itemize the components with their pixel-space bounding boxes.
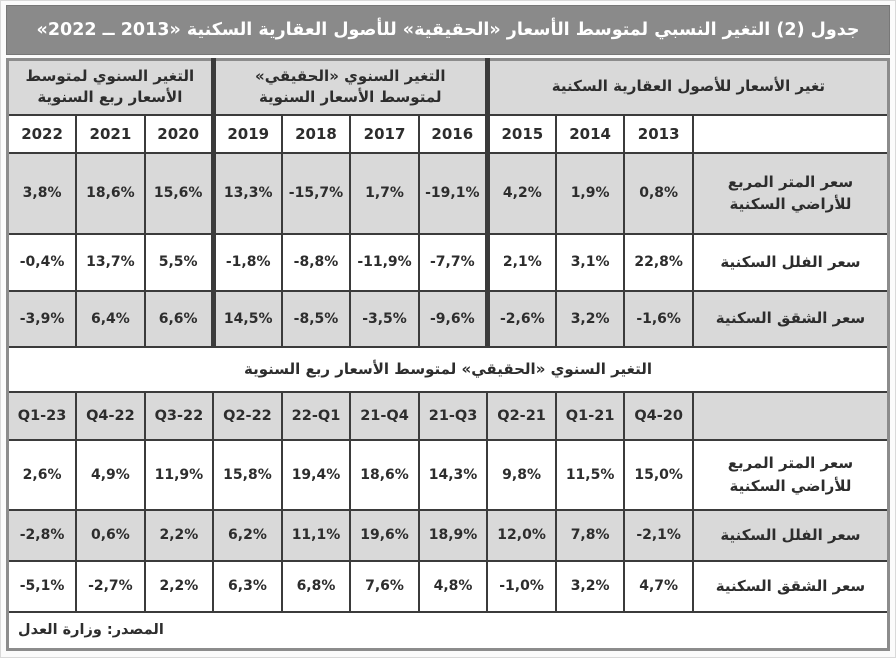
- footer-source: المصدر: وزارة العدل: [8, 612, 889, 650]
- value-cell: 4,9%: [76, 440, 145, 510]
- table-row: [8, 153, 889, 234]
- value-cell: -2,7%: [76, 561, 145, 612]
- value-cell: 6,8%: [282, 561, 351, 612]
- value-cell: 1,9%: [556, 153, 625, 234]
- value-cell: -2,8%: [8, 510, 77, 561]
- quarter-cell: Q3-22: [145, 392, 214, 440]
- year-cell: 2014: [556, 115, 625, 153]
- row-label: سعر المتر المربع للأراضي السكنية: [693, 153, 889, 234]
- quarter-cell: Q1-23: [8, 392, 77, 440]
- value-cell: 2,1%: [487, 234, 556, 291]
- group-header-quarterly-avg-change: التغير السنوي لمتوسط الأسعار ربع السنوية: [8, 60, 214, 115]
- value-cell: -7,7%: [419, 234, 488, 291]
- group-header-real-annual-change: التغير السنوي «الحقيقي» لمتوسط الأسعار السنوية: [213, 60, 487, 115]
- value-cell: -1,0%: [487, 561, 556, 612]
- table-row: [8, 510, 889, 561]
- table-row: [8, 291, 889, 347]
- value-cell: -0,4%: [8, 234, 77, 291]
- value-cell: 11,5%: [556, 440, 625, 510]
- value-cell: -8,5%: [282, 291, 351, 347]
- year-cell: 2020: [145, 115, 214, 153]
- group-header-row: [8, 60, 889, 115]
- value-cell: 4,2%: [487, 153, 556, 234]
- row-label: سعر المتر المربع للأراضي السكنية: [693, 440, 889, 510]
- value-cell: 18,6%: [350, 440, 419, 510]
- value-cell: -3,5%: [350, 291, 419, 347]
- value-cell: 18,9%: [419, 510, 488, 561]
- value-cell: 13,3%: [213, 153, 282, 234]
- value-cell: 6,2%: [213, 510, 282, 561]
- row-label: سعر الفلل السكنية: [693, 234, 889, 291]
- value-cell: 7,6%: [350, 561, 419, 612]
- row-label: سعر الشقق السكنية: [693, 291, 889, 347]
- quarter-cell: Q4-22: [76, 392, 145, 440]
- section-header: التغير السنوي «الحقيقي» لمتوسط الأسعار ربع السنوية: [8, 347, 889, 392]
- year-cell: 2018: [282, 115, 351, 153]
- value-cell: 15,6%: [145, 153, 214, 234]
- value-cell: 4,8%: [419, 561, 488, 612]
- value-cell: 14,5%: [213, 291, 282, 347]
- value-cell: -2,1%: [624, 510, 693, 561]
- value-cell: 7,8%: [556, 510, 625, 561]
- value-cell: -2,6%: [487, 291, 556, 347]
- value-cell: 15,8%: [213, 440, 282, 510]
- table-row: [8, 561, 889, 612]
- year-cell: 2015: [487, 115, 556, 153]
- value-cell: 11,1%: [282, 510, 351, 561]
- value-cell: 11,9%: [145, 440, 214, 510]
- value-cell: 19,6%: [350, 510, 419, 561]
- year-cell: 2021: [76, 115, 145, 153]
- value-cell: -3,9%: [8, 291, 77, 347]
- value-cell: 2,2%: [145, 561, 214, 612]
- quarter-cell: 22-Q1: [282, 392, 351, 440]
- value-cell: 4,7%: [624, 561, 693, 612]
- header-row-spacer: [693, 392, 889, 440]
- header-row-spacer: [693, 115, 889, 153]
- value-cell: 6,6%: [145, 291, 214, 347]
- value-cell: 22,8%: [624, 234, 693, 291]
- row-label: سعر الشقق السكنية: [693, 561, 889, 612]
- year-cell: 2019: [213, 115, 282, 153]
- value-cell: 3,2%: [556, 561, 625, 612]
- table-row: [8, 234, 889, 291]
- quarter-cell: 21-Q4: [350, 392, 419, 440]
- value-cell: 1,7%: [350, 153, 419, 234]
- real-estate-price-table: [6, 58, 890, 651]
- value-cell: 12,0%: [487, 510, 556, 561]
- section-header-row: [8, 347, 889, 392]
- value-cell: 0,8%: [624, 153, 693, 234]
- quarter-cell: 21-Q3: [419, 392, 488, 440]
- value-cell: 13,7%: [76, 234, 145, 291]
- year-cell: 2016: [419, 115, 488, 153]
- quarter-cell: Q2-21: [487, 392, 556, 440]
- value-cell: -15,7%: [282, 153, 351, 234]
- footer-row: [8, 612, 889, 650]
- quarter-cell: Q2-22: [213, 392, 282, 440]
- value-cell: 3,1%: [556, 234, 625, 291]
- year-cell: 2013: [624, 115, 693, 153]
- value-cell: -11,9%: [350, 234, 419, 291]
- value-cell: 6,4%: [76, 291, 145, 347]
- year-cell: 2017: [350, 115, 419, 153]
- row-label: سعر الفلل السكنية: [693, 510, 889, 561]
- value-cell: -9,6%: [419, 291, 488, 347]
- quarter-cell: Q4-20: [624, 392, 693, 440]
- value-cell: 5,5%: [145, 234, 214, 291]
- annual-year-row: [8, 115, 889, 153]
- group-header-price-change: تغير الأسعار للأصول العقارية السكنية: [487, 60, 888, 115]
- quarter-cell: Q1-21: [556, 392, 625, 440]
- table-row: [8, 440, 889, 510]
- value-cell: -19,1%: [419, 153, 488, 234]
- value-cell: 6,3%: [213, 561, 282, 612]
- value-cell: 2,6%: [8, 440, 77, 510]
- value-cell: 2,2%: [145, 510, 214, 561]
- value-cell: -1,6%: [624, 291, 693, 347]
- table-title: جدول (2) التغير النسبي لمتوسط الأسعار «الحقيقية» للأصول العقارية السكنية «2013 ــ 2022»: [6, 5, 890, 55]
- value-cell: -1,8%: [213, 234, 282, 291]
- value-cell: 15,0%: [624, 440, 693, 510]
- value-cell: 19,4%: [282, 440, 351, 510]
- value-cell: 14,3%: [419, 440, 488, 510]
- value-cell: 9,8%: [487, 440, 556, 510]
- quarter-header-row: [8, 392, 889, 440]
- year-cell: 2022: [8, 115, 77, 153]
- value-cell: 3,8%: [8, 153, 77, 234]
- value-cell: 0,6%: [76, 510, 145, 561]
- value-cell: 3,2%: [556, 291, 625, 347]
- value-cell: 18,6%: [76, 153, 145, 234]
- value-cell: -8,8%: [282, 234, 351, 291]
- value-cell: -5,1%: [8, 561, 77, 612]
